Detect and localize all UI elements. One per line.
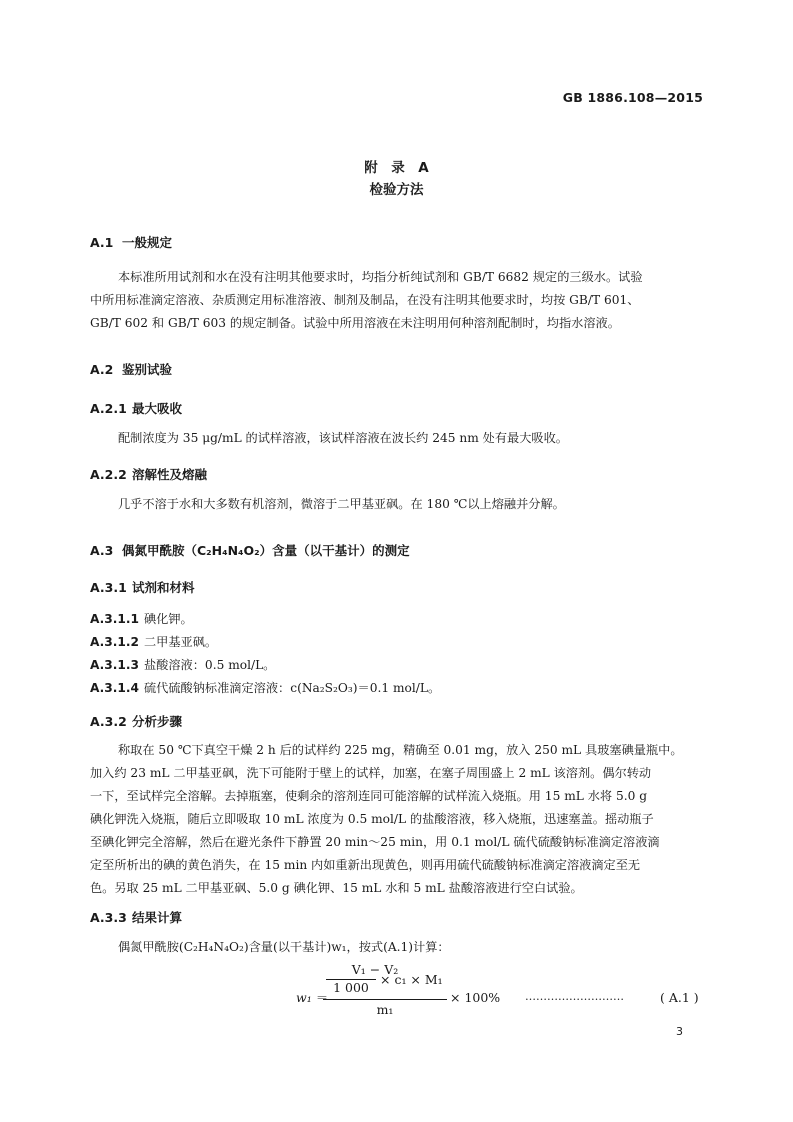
section-a1-paragraph (90, 266, 705, 335)
paragraph-line: 配制浓度为 35 μg/mL 的试样溶液，该试样溶液在波长约 245 nm 处有最大吸收。 (118, 431, 568, 445)
formula-leader: ……………………… (525, 990, 624, 1003)
paragraph-line: 至碘化钾完全溶解，然后在避光条件下静置 20 min～25 min，用 0.1 mol/L 硫代硫酸钠标准滴定溶液滴 (90, 835, 660, 849)
section-a32-paragraph (90, 739, 705, 900)
formula-inner-denominator: 1 000 (333, 980, 369, 995)
section-a21-heading (90, 399, 182, 417)
formula-main-fraction-bar (323, 999, 447, 1000)
standard-number: GB 1886.108—2015 (562, 90, 703, 105)
formula-inner-numerator: V₁ − V₂ (351, 962, 399, 977)
paragraph-line: 色。另取 25 mL 二甲基亚砜、5.0 g 碘化钾、15 mL 水和 5 mL 盐酸溶液进行空白试验。 (90, 881, 583, 895)
section-number: A.3 (90, 543, 114, 558)
paragraph-line: 碘化钾洗入烧瓶，随后立即吸取 10 mL 浓度为 0.5 mol/L 的盐酸溶液，移入烧瓶，迅速塞盖。摇动瓶子 (90, 812, 654, 826)
section-number: A.2.1 (90, 401, 127, 416)
section-number: A.1 (90, 235, 114, 250)
item-text: 二甲基亚砜。 (144, 635, 218, 649)
section-title: 试剂和材料 (132, 580, 195, 595)
section-title: 结果计算 (132, 910, 183, 925)
section-a31-heading (90, 578, 195, 596)
paragraph-line: 称取在 50 ℃下真空干燥 2 h 后的试样约 225 mg，精确至 0.01 mg，放入 250 mL 具玻塞碘量瓶中。 (118, 743, 683, 757)
item-text: 硫代硫酸钠标准滴定溶液：c(Na₂S₂O₃)＝0.1 mol/L。 (144, 681, 441, 695)
section-title: 偶氮甲酰胺（C₂H₄N₄O₂）含量（以干基计）的测定 (122, 543, 410, 558)
reagent-item (90, 656, 275, 673)
section-title: 最大吸收 (132, 401, 183, 416)
paragraph-line: 中所用标准滴定溶液、杂质测定用标准溶液、制剂及制品，在没有注明其他要求时，均按 GB/T 601、 (90, 293, 640, 307)
section-a22-paragraph (90, 493, 705, 516)
section-a3-heading (90, 541, 410, 559)
section-number: A.3.2 (90, 714, 127, 729)
section-number: A.3.1 (90, 580, 127, 595)
item-number: A.3.1.2 (90, 635, 139, 649)
formula-denominator: m₁ (376, 1002, 394, 1017)
item-text: 盐酸溶液：0.5 mol/L。 (144, 658, 276, 672)
item-number: A.3.1.1 (90, 612, 139, 626)
section-title: 一般规定 (122, 235, 173, 250)
formula-multiplier: × c₁ × M₁ (380, 972, 443, 987)
section-a22-heading (90, 465, 207, 483)
annex-subtitle: 检验方法 (369, 182, 424, 198)
formula-equals: ＝ (315, 990, 329, 1005)
section-title: 分析步骤 (132, 714, 183, 729)
page-number: 3 (676, 1025, 683, 1038)
paragraph-line: 本标准所用试剂和水在没有注明其他要求时，均指分析纯试剂和 GB/T 6682 规定的三级水。试验 (118, 270, 643, 284)
paragraph-line: 偶氮甲酰胺(C₂H₄N₄O₂)含量(以干基计)w₁，按式(A.1)计算： (118, 940, 450, 954)
paragraph-line: GB/T 602 和 GB/T 603 的规定制备。试验中所用溶液在未注明用何种溶剂配制时，均指水溶液。 (90, 316, 620, 330)
reagent-item (90, 633, 217, 650)
section-title: 鉴别试验 (122, 362, 173, 377)
section-a1-heading (90, 233, 172, 251)
item-text: 碘化钾。 (144, 612, 193, 626)
formula-variable: w₁ (296, 990, 312, 1005)
paragraph-line: 一下，至试样完全溶解。去掉瓶塞，使剩余的溶剂连同可能溶解的试样流入烧瓶。用 15 mL 水将 5.0 g (90, 789, 648, 803)
item-number: A.3.1.4 (90, 681, 139, 695)
section-number: A.2.2 (90, 467, 127, 482)
paragraph-line: 定至所析出的碘的黄色消失，在 15 min 内如重新出现黄色，则再用硫代硫酸钠标准滴定溶液滴定至无 (90, 858, 641, 872)
section-a21-paragraph (90, 427, 705, 450)
reagent-item (90, 679, 440, 696)
section-number: A.2 (90, 362, 114, 377)
section-title: 溶解性及熔融 (132, 467, 208, 482)
formula-label: ( A.1 ) (660, 990, 699, 1005)
section-a33-heading (90, 908, 182, 926)
paragraph-line: 几乎不溶于水和大多数有机溶剂，微溶于二甲基亚砜。在 180 ℃以上熔融并分解。 (118, 497, 565, 511)
section-a2-heading (90, 360, 172, 378)
paragraph-line: 加入约 23 mL 二甲基亚砜，洗下可能附于壁上的试样，加塞，在塞子周围盛上 2 mL 该溶剂。偶尔转动 (90, 766, 652, 780)
item-number: A.3.1.3 (90, 658, 139, 672)
section-a32-heading (90, 712, 182, 730)
section-number: A.3.3 (90, 910, 127, 925)
reagent-item (90, 610, 193, 627)
section-a33-paragraph (90, 936, 705, 959)
formula-percent: × 100% (450, 990, 501, 1005)
annex-title: 附 录 A (364, 160, 429, 176)
